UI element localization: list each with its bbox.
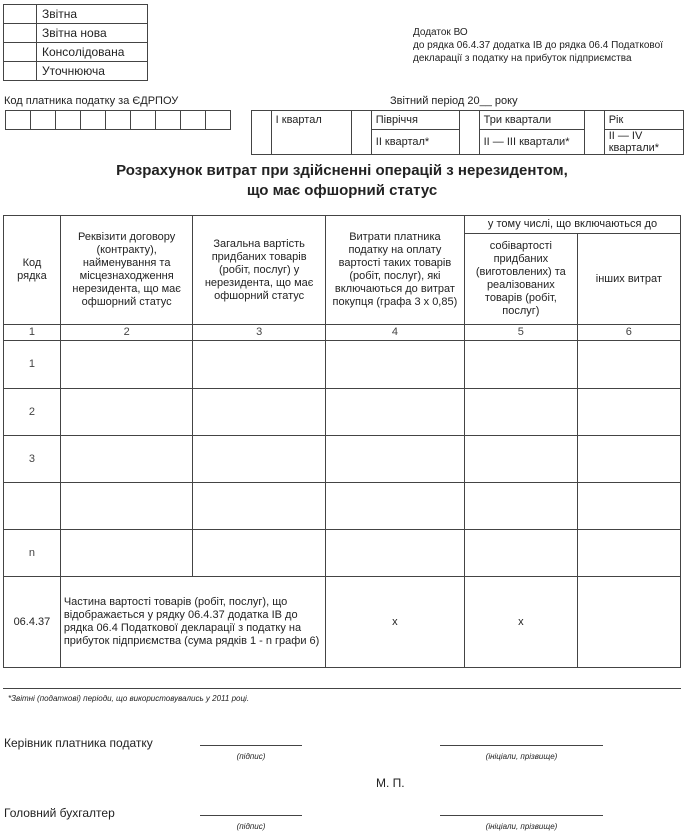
table-cell[interactable] (193, 389, 325, 436)
column-number: 4 (325, 325, 464, 341)
status-checkbox[interactable] (4, 62, 37, 81)
table-cell[interactable] (60, 530, 193, 577)
total-row (4, 577, 681, 668)
code-digit-box[interactable] (206, 111, 231, 130)
period-year: Рік (604, 111, 683, 130)
table-cell[interactable] (577, 341, 680, 389)
report-status-checklist (3, 4, 148, 81)
taxpayer-code-boxes (5, 110, 231, 130)
code-digit-box[interactable] (156, 111, 181, 130)
table-cell[interactable] (60, 436, 193, 483)
table-row (4, 483, 681, 530)
status-label: Консолідована (37, 43, 148, 62)
footnote: *Звітні (податкові) періоди, що використовувались у 2011 році. (8, 694, 250, 703)
table-cell[interactable] (325, 530, 464, 577)
table-cell[interactable] (577, 389, 680, 436)
table-row (4, 530, 681, 577)
header-including: у тому числі, що включаються до (465, 216, 681, 234)
footnote-divider (3, 688, 681, 689)
table-cell[interactable] (60, 483, 193, 530)
column-number: 6 (577, 325, 680, 341)
calculation-table (3, 215, 681, 668)
header-cost-of-goods: собівартості придбаних (виготовлених) та реалізованих товарів (робіт, послуг) (465, 234, 578, 325)
column-number: 2 (60, 325, 193, 341)
header-code: Код рядка (4, 216, 61, 325)
period-sub-year: ІІ — ІV квартали* (604, 130, 683, 155)
status-checkbox[interactable] (4, 43, 37, 62)
table-row (4, 436, 681, 483)
head-label: Керівник платника податку (4, 736, 153, 750)
status-label: Звітна нова (37, 24, 148, 43)
period-checkbox-nine[interactable] (459, 111, 479, 155)
row-code (4, 483, 61, 530)
row-code: 3 (4, 436, 61, 483)
table-cell[interactable] (325, 341, 464, 389)
row-code: n (4, 530, 61, 577)
table-cell[interactable] (193, 483, 325, 530)
page-title (0, 161, 684, 201)
taxpayer-code-label: Код платника податку за ЄДРПОУ (4, 95, 179, 107)
x-mark: x (325, 577, 464, 668)
stamp-placeholder: М. П. (376, 776, 405, 790)
name-caption: (ініціали, прізвище) (485, 822, 558, 831)
appendix-ref-line: декларації з податку на прибуток підприємства (413, 53, 632, 64)
period-checkbox-q1[interactable] (252, 111, 272, 155)
table-cell[interactable] (60, 389, 193, 436)
period-sub-half: ІІ квартал* (371, 130, 459, 155)
name-caption: (ініціали, прізвище) (485, 752, 558, 761)
row-code: 2 (4, 389, 61, 436)
column-number: 3 (193, 325, 325, 341)
signature-caption: (підпис) (236, 752, 266, 761)
table-cell[interactable] (465, 341, 578, 389)
table-cell[interactable] (465, 530, 578, 577)
appendix-ref-line: до рядка 06.4.37 додатка ІВ до рядка 06.4 Податкової (413, 40, 663, 51)
table-cell[interactable] (325, 483, 464, 530)
total-row-description: Частина вартості товарів (робіт, послуг), що відображається у рядку 06.4.37 додатка ІВ до рядка 06.4 Податкової декларації з податку на прибуток підприємства (сума рядків 1 - n графи 6) (60, 577, 325, 668)
table-cell[interactable] (465, 389, 578, 436)
period-q1: І квартал (271, 111, 351, 155)
header-total-cost: Загальна вартість придбаних товарів (робіт, послуг) у нерезидента, що має офшорний статус (193, 216, 325, 325)
table-cell[interactable] (193, 530, 325, 577)
accountant-label: Головний бухгалтер (4, 806, 115, 820)
table-row (4, 341, 681, 389)
total-value-cell[interactable] (577, 577, 680, 668)
code-digit-box[interactable] (181, 111, 206, 130)
reporting-period-label: Звітний період 20__ року (390, 95, 518, 107)
period-half: Півріччя (371, 111, 459, 130)
status-label: Звітна (37, 5, 148, 24)
head-signature-line[interactable] (200, 745, 302, 746)
title-line: Розрахунок витрат при здійсненні операцій з нерезидентом, (116, 162, 568, 179)
head-name-line[interactable] (440, 745, 603, 746)
table-cell[interactable] (465, 483, 578, 530)
table-cell[interactable] (193, 436, 325, 483)
table-cell[interactable] (60, 341, 193, 389)
accountant-signature-line[interactable] (200, 815, 302, 816)
code-digit-box[interactable] (131, 111, 156, 130)
column-number: 5 (465, 325, 578, 341)
period-nine: Три квартали (479, 111, 584, 130)
total-row-code: 06.4.37 (4, 577, 61, 668)
table-cell[interactable] (465, 436, 578, 483)
period-sub-nine: ІІ — ІІІ квартали* (479, 130, 584, 155)
code-digit-box[interactable] (31, 111, 56, 130)
header-contract: Реквізити договору (контракту), найменування та місцезнаходження нерезидента, що має офшорний статус (60, 216, 193, 325)
table-cell[interactable] (325, 389, 464, 436)
reporting-period-grid (251, 110, 684, 155)
status-checkbox[interactable] (4, 24, 37, 43)
table-cell[interactable] (193, 341, 325, 389)
accountant-name-line[interactable] (440, 815, 603, 816)
code-digit-box[interactable] (81, 111, 106, 130)
title-line: що має офшорний статус (246, 182, 438, 199)
code-digit-box[interactable] (56, 111, 81, 130)
table-row (4, 389, 681, 436)
status-checkbox[interactable] (4, 5, 37, 24)
table-cell[interactable] (577, 530, 680, 577)
header-expenses: Витрати платника податку на оплату вартості таких товарів (робіт, послуг), які включаються до витрат покупця (графа 3 х 0,85) (325, 216, 464, 325)
status-label: Уточнююча (37, 62, 148, 81)
period-checkbox-year[interactable] (585, 111, 605, 155)
table-cell[interactable] (577, 483, 680, 530)
header-other-expenses: інших витрат (577, 234, 680, 325)
signature-caption: (підпис) (236, 822, 266, 831)
x-mark: x (465, 577, 578, 668)
table-cell[interactable] (577, 436, 680, 483)
column-number: 1 (4, 325, 61, 341)
appendix-title: Додаток ВО (413, 27, 468, 38)
row-code: 1 (4, 341, 61, 389)
code-digit-box[interactable] (6, 111, 31, 130)
code-digit-box[interactable] (106, 111, 131, 130)
table-cell[interactable] (325, 436, 464, 483)
period-checkbox-half[interactable] (352, 111, 372, 155)
appendix-note (413, 26, 663, 65)
